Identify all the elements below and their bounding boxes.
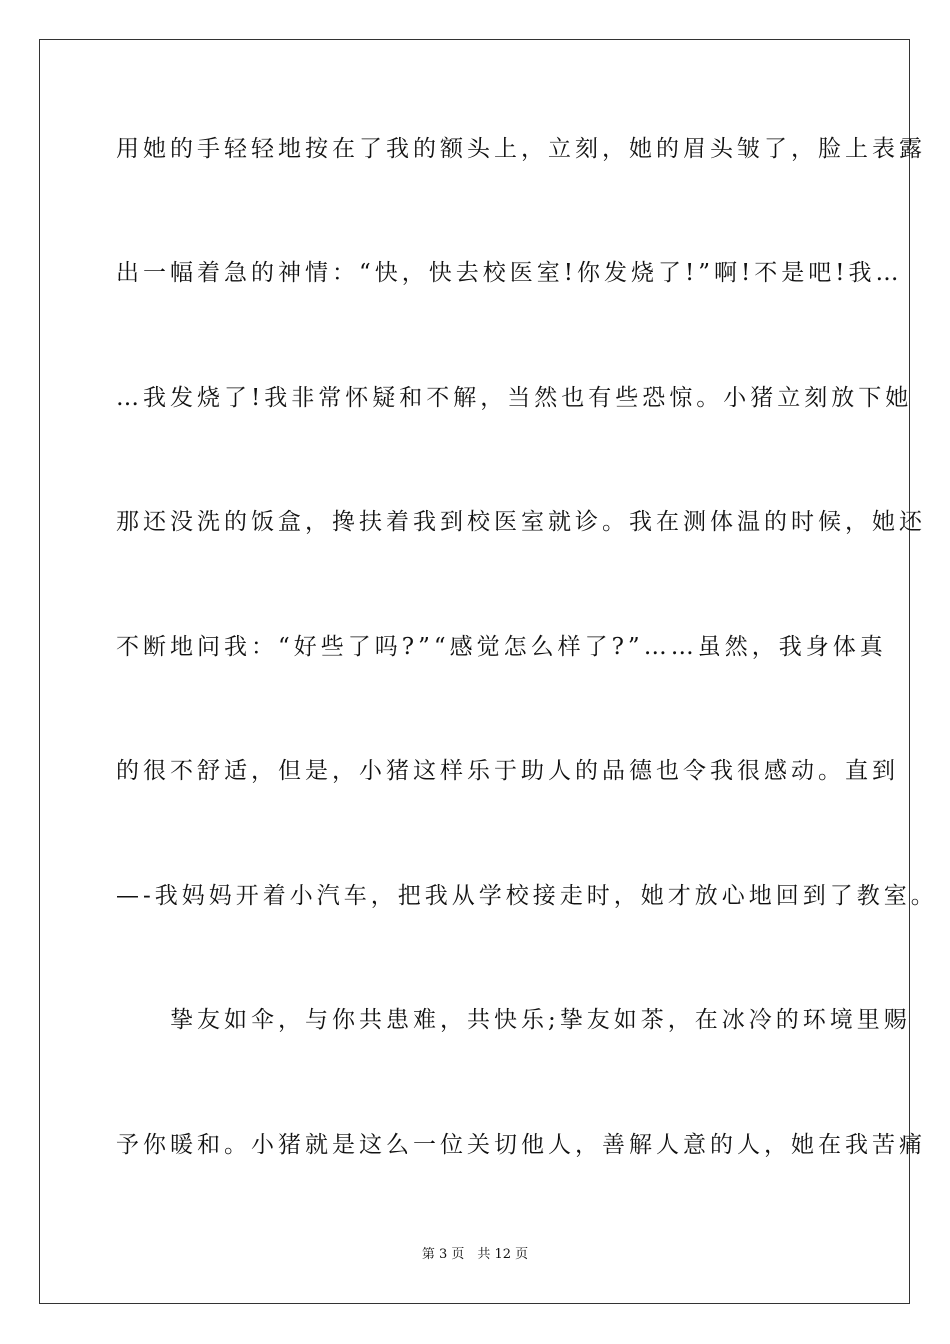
body-text-line-2: 出一幅着急的神情：“快，快去校医室!你发烧了!”啊!不是吧!我…	[116, 260, 903, 286]
body-text-line-9: 予你暖和。小猪就是这么一位关切他人，善解人意的人，她在我苦痛	[116, 1132, 926, 1158]
body-text-line-3: …我发烧了!我非常怀疑和不解，当然也有些恐惊。小猪立刻放下她	[116, 385, 913, 411]
page-border	[39, 39, 938, 1304]
body-text-line-4: 那还没洗的饭盒，搀扶着我到校医室就诊。我在测体温的时候，她还	[116, 509, 926, 535]
body-text-line-8: 挚友如伞，与你共患难，共快乐;挚友如茶，在冰冷的环境里赐	[116, 1007, 911, 1033]
body-text-line-5: 不断地问我：“好些了吗?”“感觉怎么样了?”……虽然，我身体真	[116, 634, 887, 660]
body-text-line-7: —-我妈妈开着小汽车，把我从学校接走时，她才放心地回到了教室。	[116, 883, 938, 909]
body-text-line-6: 的很不舒适，但是，小猪这样乐于助人的品德也令我很感动。直到	[116, 758, 899, 784]
page-number-footer: 第 3 页 共 12 页	[421, 1247, 529, 1262]
body-text-line-1: 用她的手轻轻地按在了我的额头上，立刻，她的眉头皱了，脸上表露	[116, 136, 926, 162]
